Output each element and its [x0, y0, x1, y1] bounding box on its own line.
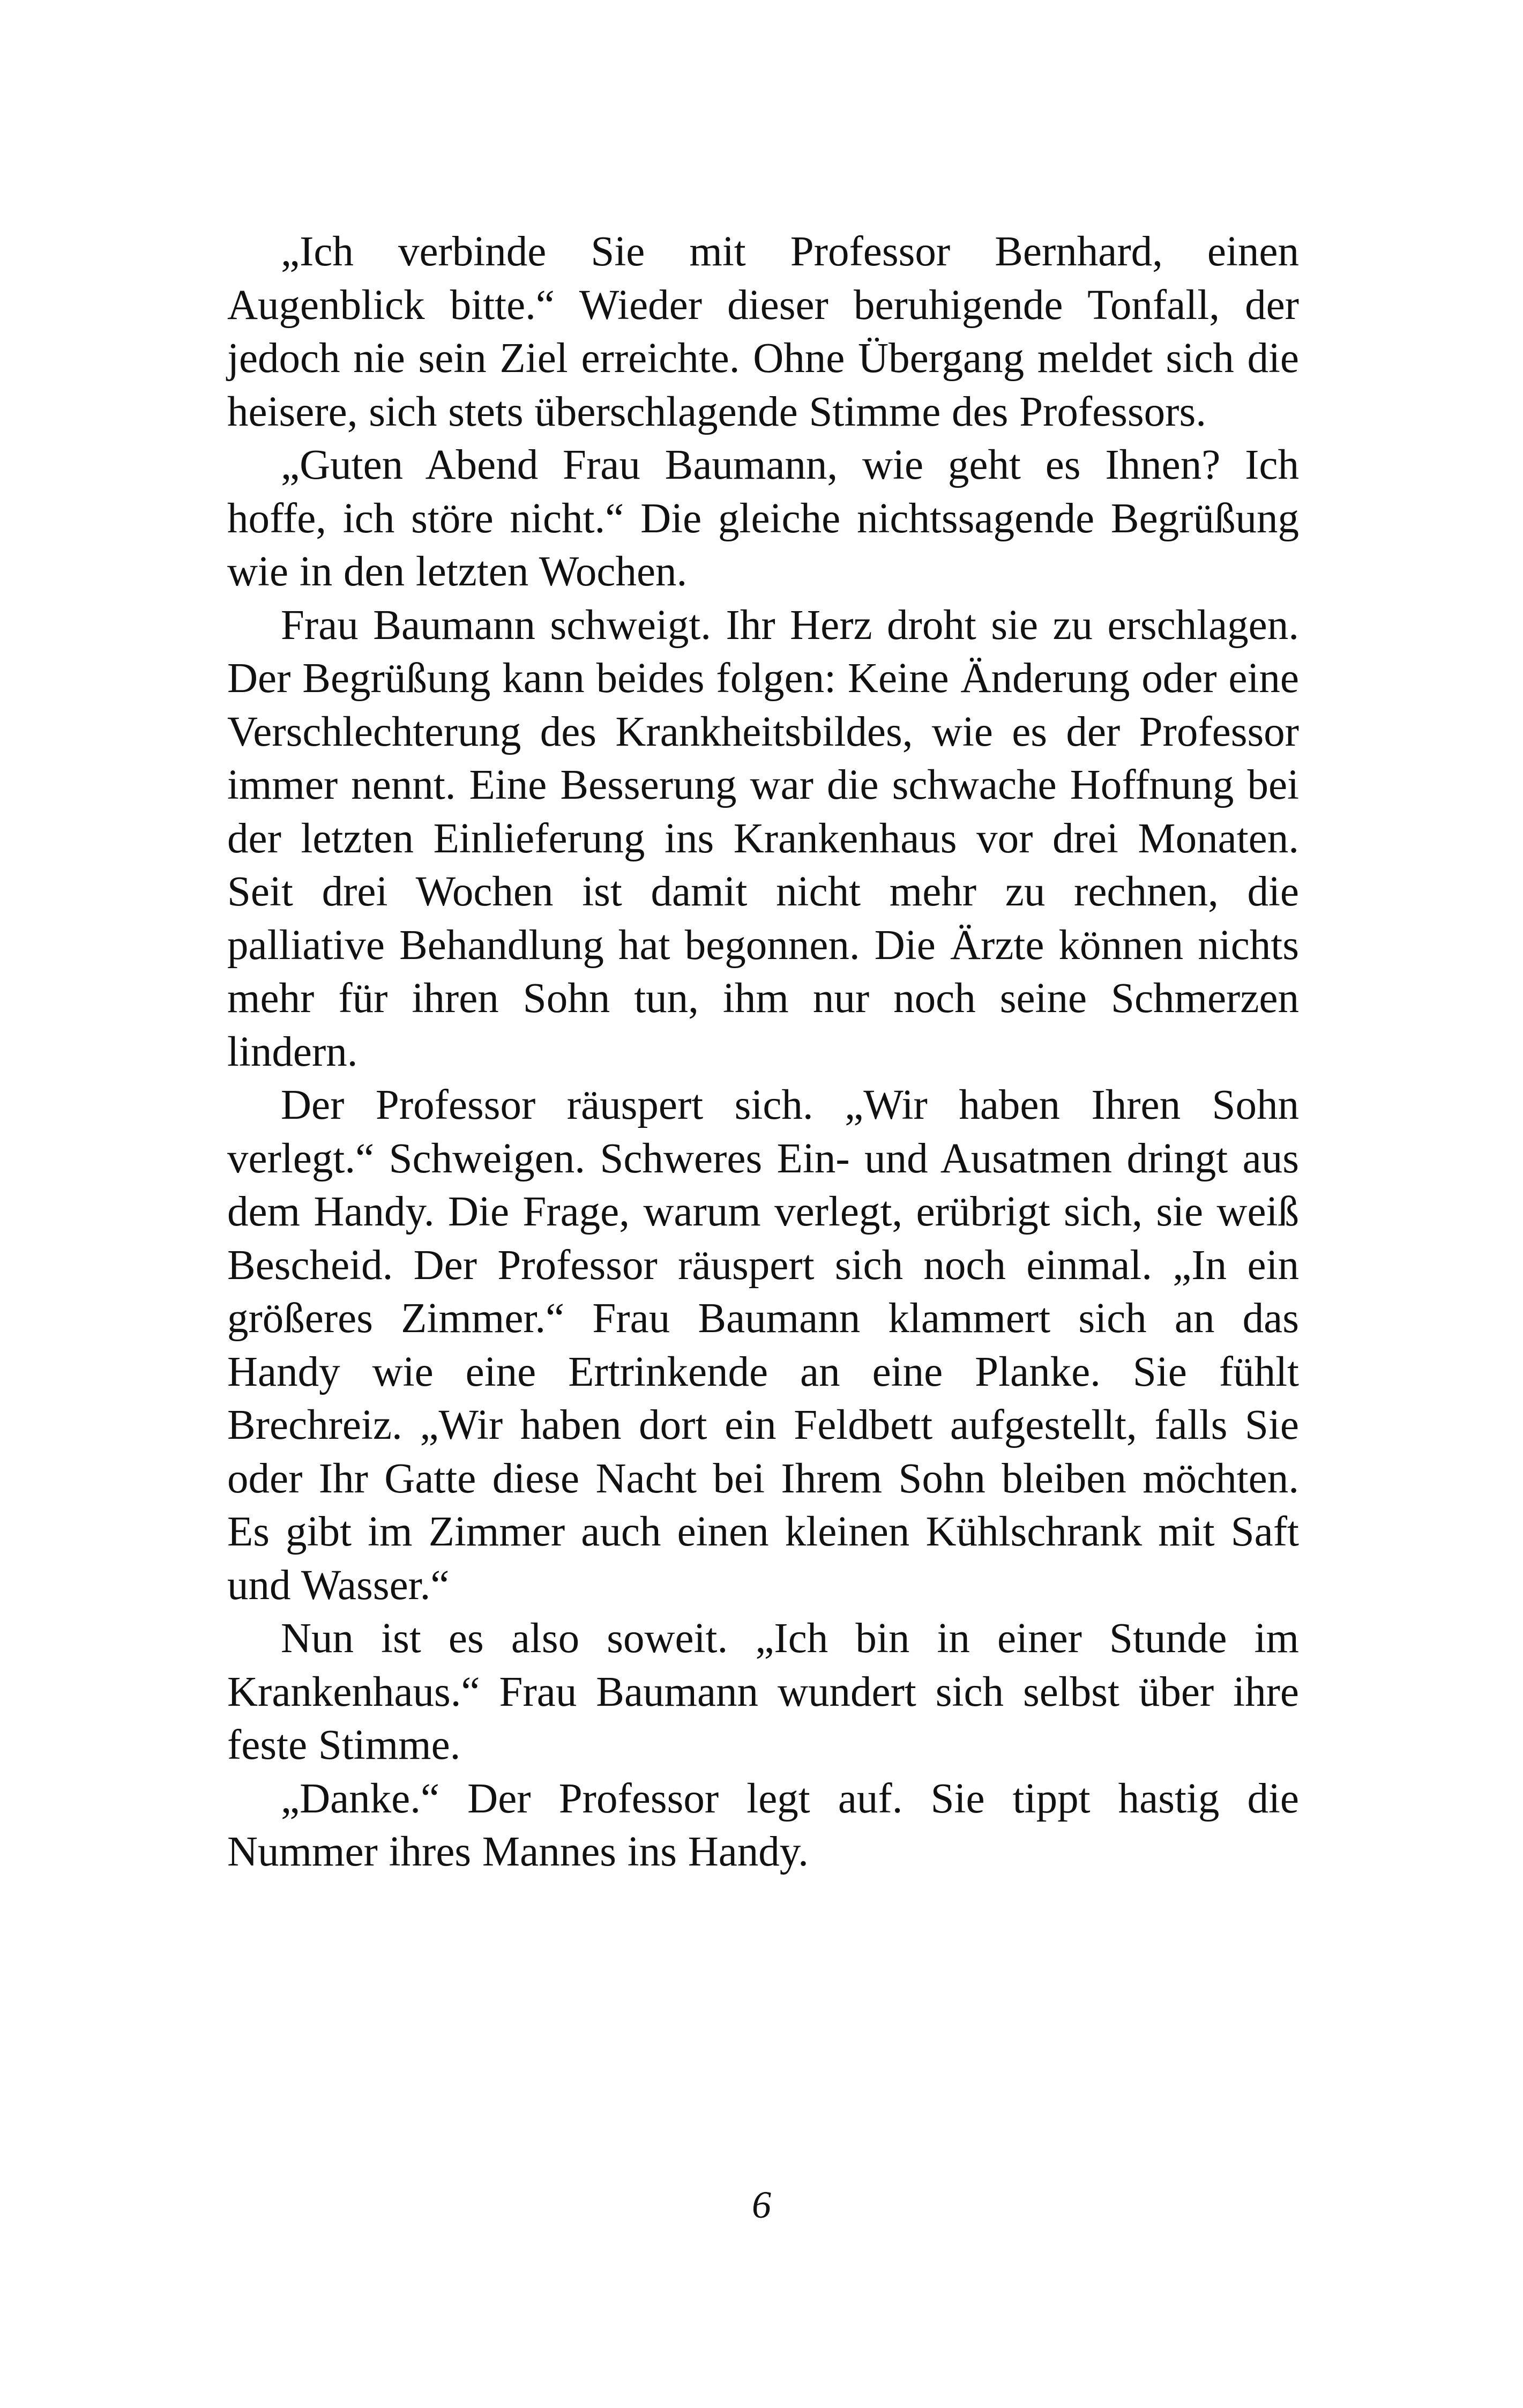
- paragraph: „Danke.“ Der Professor legt auf. Sie tippt hastig die Nummer ihres Mannes ins Handy.: [227, 1775, 1299, 1875]
- paragraph: Nun ist es also soweit. „Ich bin in einer Stunde im Krankenhaus.“ Frau Baumann wundert sich selbst über ihre feste Stimme.: [227, 1615, 1299, 1768]
- paragraph: „Guten Abend Frau Baumann, wie geht es Ihnen? Ich hoffe, ich störe nicht.“ Die gleiche nichtssagende Begrüßung wie in den letzten Wochen.: [227, 442, 1299, 595]
- paragraph: „Ich verbinde Sie mit Professor Bernhard, einen Augenblick bitte.“ Wieder dieser beruhigende Tonfall, der jedoch nie sein Ziel erreichte. Ohne Übergang meldet sich die heisere, sich stets überschlagende Stimme des Professors.: [227, 228, 1299, 435]
- paragraph: Frau Baumann schweigt. Ihr Herz droht sie zu erschlagen. Der Begrüßung kann beides folgen: Keine Änderung oder eine Verschlechterung des Krankheitsbildes, wie es der Professor immer nennt. Eine Besserung war die schwache Hoffnung bei der letzten Einlieferung ins Krankenhaus vor drei Monaten. Seit drei Wochen ist damit nicht mehr zu rechnen, die palliative Behandlung hat begonnen. Die Ärzte können nichts mehr für ihren Sohn tun, ihm nur noch seine Schmerzen lindern.: [227, 601, 1299, 1075]
- paragraph: Der Professor räuspert sich. „Wir haben Ihren Sohn verlegt.“ Schweigen. Schweres Ein- und Ausatmen dringt aus dem Handy. Die Frage, warum verlegt, erübrigt sich, sie weiß Bescheid. Der Professor räuspert sich noch einmal. „In ein größeres Zimmer.“ Frau Baumann klammert sich an das Handy wie eine Ertrinkende an eine Planke. Sie fühlt Brechreiz. „Wir haben dort ein Feldbett aufgestellt, falls Sie oder Ihr Gatte diese Nacht bei Ihrem Sohn bleiben möchten. Es gibt im Zimmer auch einen kleinen Kühlschrank mit Saft und Wasser.“: [227, 1082, 1299, 1609]
- page-number: 6: [752, 2183, 771, 2226]
- body-text: [227, 225, 1299, 1879]
